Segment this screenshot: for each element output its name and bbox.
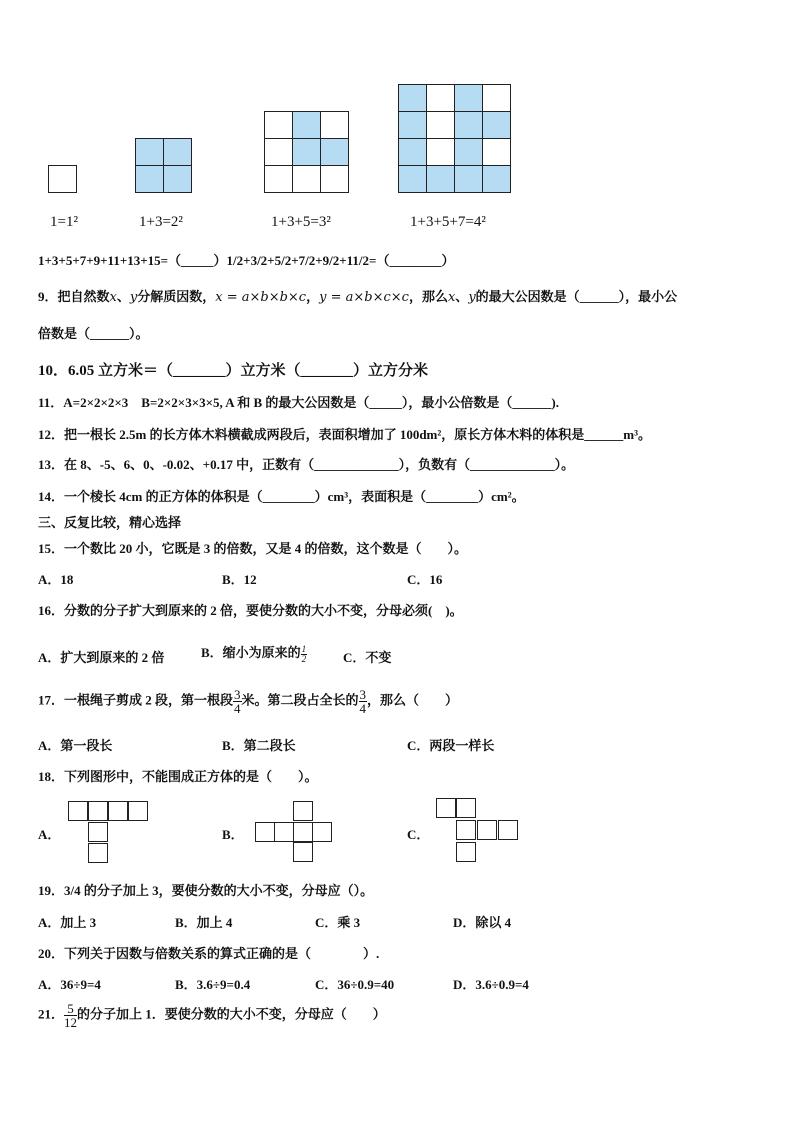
question-18: 18．下列图形中，不能围成正方体的是（ ）。	[38, 769, 318, 784]
q9-text-6: 、	[455, 289, 469, 304]
q16-option-b-text: B．缩小为原来的	[201, 645, 301, 660]
question-9-line1	[38, 286, 677, 305]
q17-fraction-2-den: 4	[359, 701, 367, 716]
caption-4: 1+3+5+7=4²	[410, 214, 486, 230]
question-14: 14．一个棱长 4cm 的正方体的体积是（________）cm³，表面积是（________）cm²。	[38, 489, 525, 504]
question-8: 1+3+5+7+9+11+13+15=（_____）1/2+3/2+5/2+7/2+9/2+11/2=（________）	[38, 253, 455, 268]
question-9-line2: 倍数是（______）。	[38, 326, 149, 341]
q21-fraction	[64, 1002, 77, 1029]
q15-option-a[interactable]: A．18	[38, 572, 74, 587]
q17-option-c[interactable]: C．两段一样长	[407, 738, 495, 753]
question-13: 13．在 8、-5、6、0、-0.02、+0.17 中，正数有（_____________），负数有（_____________）。	[38, 457, 575, 472]
q17-text-c: ，那么（ ）	[367, 692, 459, 708]
q15-option-b[interactable]: B．12	[222, 572, 257, 587]
q19-option-a[interactable]: A．加上 3	[38, 915, 97, 930]
q16-fraction	[301, 645, 308, 664]
q9-var-y: y	[129, 290, 138, 305]
q17-fraction-2	[359, 688, 368, 715]
q9-formula-y: y = a×b×c×c	[319, 290, 409, 305]
q15-option-c[interactable]: C．16	[407, 572, 443, 587]
q20-option-d[interactable]: D．3.6÷0.9=4	[453, 977, 529, 992]
q19-option-d[interactable]: D．除以 4	[453, 915, 512, 930]
q16-fraction-num: 1	[301, 643, 307, 654]
q9-text-7: 的最大公因数是（______），最小公	[475, 289, 678, 304]
question-19: 19．3/4 的分子加上 3，要使分数的大小不变，分母应（）。	[38, 883, 374, 898]
q9-var-x: x	[109, 290, 117, 305]
q17-fraction-1-den: 4	[234, 701, 241, 716]
q17-fraction-1	[233, 688, 242, 715]
q9-text-2: 、	[116, 289, 130, 304]
q17-option-a[interactable]: A．第一段长	[38, 738, 113, 753]
q20-option-b[interactable]: B．3.6÷9=0.4	[175, 977, 251, 992]
q9-text-5: ，那么	[408, 289, 448, 304]
question-20: 20．下列关于因数与倍数关系的算式正确的是（ ）.	[38, 946, 380, 961]
question-17	[38, 688, 458, 715]
q20-option-c[interactable]: C．36÷0.9=40	[315, 977, 395, 992]
q9-formula-x: x = a×b×b×c	[215, 290, 307, 305]
q16-option-a[interactable]: A．扩大到原来的 2 倍	[38, 650, 165, 665]
q18-option-c[interactable]: C．	[407, 827, 430, 842]
question-12: 12．把一根长 2.5m 的长方体木料横截成两段后，表面积增加了 100dm²，原长方体木料的体积是______m³。	[38, 427, 652, 442]
q17-option-b[interactable]: B．第二段长	[222, 738, 296, 753]
q21-text-a: 21．	[38, 1006, 65, 1022]
q9-text-4: ，	[306, 289, 320, 304]
q18-option-a[interactable]: A．	[38, 827, 61, 842]
q21-text-b: 的分子加上 1．要使分数的大小不变，分母应（ ）	[77, 1006, 386, 1022]
q19-option-c[interactable]: C．乘 3	[315, 915, 361, 930]
question-10: 10．6.05 立方米＝（_______）立方米（_______）立方分米	[38, 363, 429, 379]
square-pattern-2	[135, 138, 192, 193]
caption-1: 1=1²	[50, 214, 78, 230]
q20-option-a[interactable]: A．36÷9=4	[38, 977, 101, 992]
q17-text-a: 17．一根绳子剪成 2 段，第一根段	[38, 692, 234, 708]
q17-fraction-1-num: 3	[234, 687, 241, 702]
q16-option-c[interactable]: C．不变	[343, 650, 392, 665]
q18-option-b[interactable]: B．	[222, 827, 244, 842]
square-pattern-4	[398, 84, 511, 193]
section-heading-3: 三、反复比较，精心选择	[38, 515, 182, 530]
question-16: 16．分数的分子扩大到原来的 2 倍，要使分数的大小不变，分母必须( )。	[38, 603, 463, 618]
q16-fraction-den: 2	[301, 653, 307, 664]
square-pattern-3	[264, 111, 349, 193]
q17-text-b: 米。第二段占全长的	[241, 692, 359, 708]
q9-var-y2: y	[468, 290, 476, 305]
q9-text-3: 分解质因数，	[137, 289, 216, 304]
q21-fraction-den: 12	[64, 1015, 78, 1030]
question-21	[38, 1002, 386, 1029]
question-15: 15．一个数比 20 小，它既是 3 的倍数，又是 4 的倍数，这个数是（ ）。	[38, 541, 468, 556]
q17-fraction-2-num: 3	[359, 687, 367, 702]
caption-3: 1+3+5=3²	[271, 214, 331, 230]
q21-fraction-num: 5	[64, 1002, 77, 1016]
q19-option-b[interactable]: B．加上 4	[175, 915, 233, 930]
question-11: 11．A=2×2×2×3 B=2×2×3×3×5, A 和 B 的最大公因数是（_____），最小公倍数是（______).	[38, 395, 559, 410]
q9-text-1: 9．把自然数	[38, 289, 110, 304]
q16-option-b[interactable]	[201, 642, 307, 664]
q9-var-x2: x	[447, 290, 456, 305]
caption-2: 1+3=2²	[139, 214, 183, 230]
